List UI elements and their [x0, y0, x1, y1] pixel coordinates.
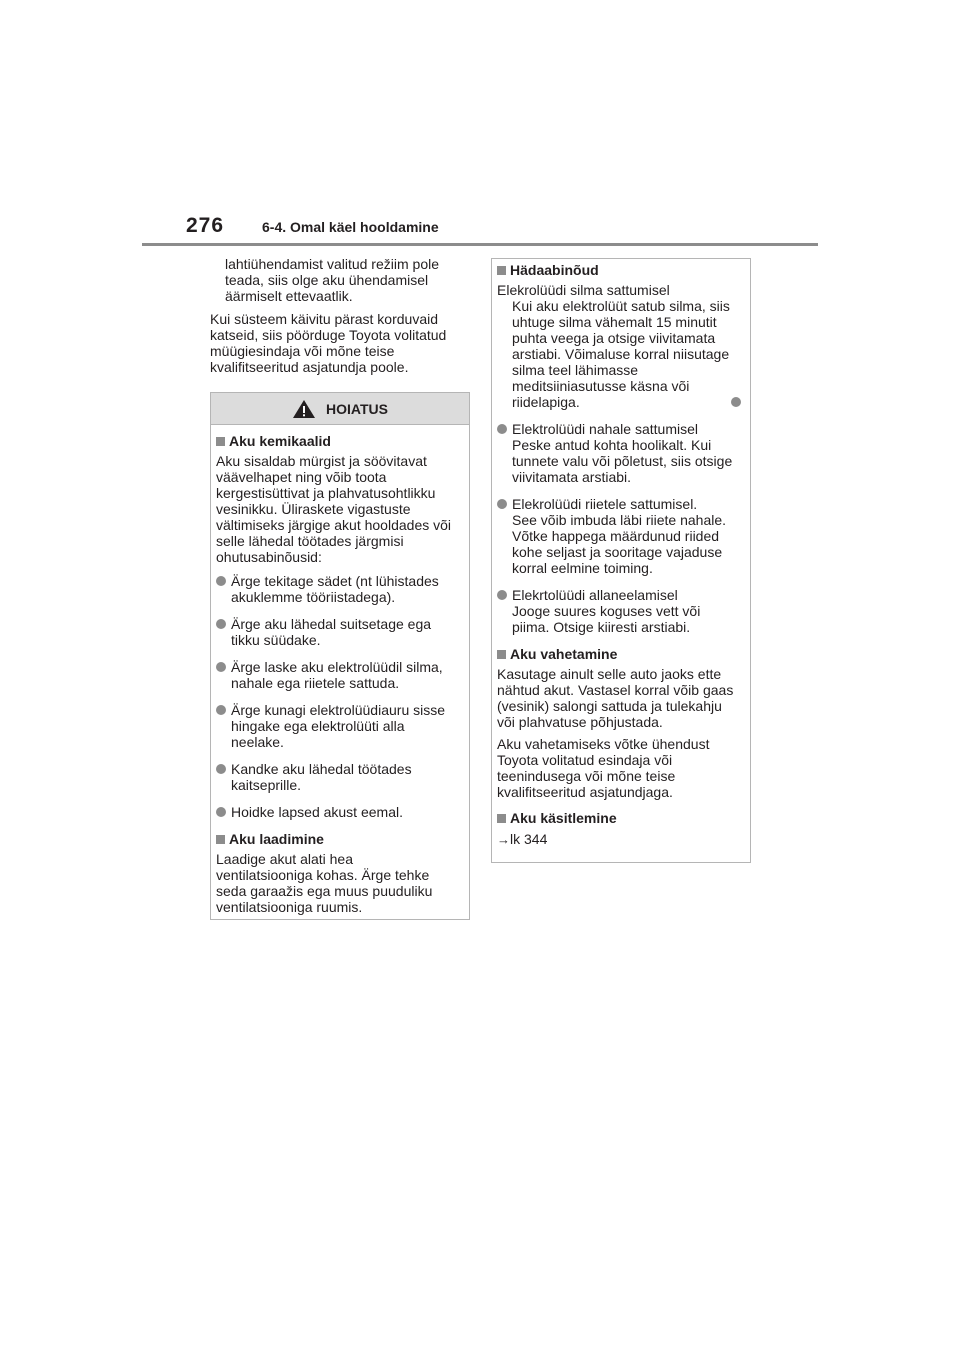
text-line: (vesinik) salongi sattuda ja tulekahju: [497, 698, 722, 714]
bullet-dot-icon: [216, 705, 226, 715]
text-line: Toyota volitatud esindaja või: [497, 752, 673, 768]
warning-title: HOIATUS: [326, 400, 388, 417]
replacement-heading: [497, 646, 745, 662]
text-line: neelake.: [231, 734, 284, 750]
page-number: 276: [186, 214, 225, 237]
text-line: arstiabi. Võimaluse korral niisutage: [512, 346, 730, 362]
bullet-dot-icon: [497, 424, 507, 434]
intro-line: Kui süsteem käivitu pärast korduvaid: [210, 311, 438, 327]
bullet-dot-icon: [216, 807, 226, 817]
text-line: See võib imbuda läbi riiete nahale.: [512, 512, 727, 528]
text-line: Ärge laske aku elektrolüüdil silma,: [231, 659, 443, 675]
text-line: Aku sisaldab mürgist ja söövitavat: [216, 453, 427, 469]
left-intro: [210, 256, 472, 375]
bullet-dot-icon: [216, 662, 226, 672]
intro-indent-line: äärmiselt ettevaatlik.: [225, 288, 353, 304]
emergency-body: [492, 259, 750, 848]
chemicals-text: [216, 453, 464, 565]
text-line: riidelapiga.: [512, 394, 580, 410]
text-line: Kui aku elektrolüüt satub silma, siis: [512, 298, 730, 314]
charging-heading-text: Aku laadimine: [229, 831, 324, 847]
text-line: silma teel lähimasse: [512, 362, 639, 378]
square-bullet-icon: [497, 266, 506, 275]
bullet-dot-icon: [216, 764, 226, 774]
eyes-section: [497, 282, 745, 410]
list-item: [216, 616, 464, 648]
text-line: vältimiseks järgige akut hooldades või: [216, 517, 452, 533]
text-line: selle lähedal töötades järgmisi: [216, 533, 404, 549]
text-line: viivitamata arstiabi.: [512, 469, 632, 485]
text-line: Elektrolüüdi nahale sattumisel: [512, 421, 698, 437]
intro-paragraph: [210, 311, 472, 375]
page-reference-link[interactable]: lk 344: [510, 831, 548, 847]
text-line: Elekrolüüdi riietele sattumisel.: [512, 496, 698, 512]
text-line: puhta veega ja otsige viivitamata: [512, 330, 716, 346]
list-item: [497, 496, 745, 576]
list-item: [497, 587, 745, 635]
intro-line: katseid, siis pöörduge Toyota volitatud: [210, 327, 447, 343]
intro-line: müügiesindaja või mõne teise: [210, 343, 395, 359]
emergency-heading-text: Hädaabinõud: [510, 262, 599, 278]
square-bullet-icon: [497, 650, 506, 659]
text-line: teenindusega või mõne teise: [497, 768, 676, 784]
list-item: [216, 702, 464, 750]
text-line: Kasutage ainult selle auto jaoks ette: [497, 666, 722, 682]
list-item: [216, 659, 464, 691]
list-item: [497, 421, 745, 485]
handling-reference[interactable]: [497, 831, 745, 848]
intro-indent-line: lahtiühendamist valitud režiim pole: [225, 256, 439, 272]
list-item: [216, 761, 464, 793]
text-line: kaitseprille.: [231, 777, 302, 793]
square-bullet-icon: [497, 814, 506, 823]
list-item: [216, 573, 464, 605]
text-line: väävelhapet ning võib toota: [216, 469, 387, 485]
header-rule: [142, 243, 818, 246]
text-line: vesinikku. Üliraskete vigastuste: [216, 501, 411, 517]
text-line: ohutusabinõusid:: [216, 549, 322, 565]
replacement-text-1: [497, 666, 745, 730]
text-line: ventilatsiooniga ruumis.: [216, 899, 363, 915]
chemicals-heading: [216, 433, 464, 449]
bullet-dot-icon: [216, 619, 226, 629]
arrow-right-icon: →: [497, 832, 510, 847]
text-line: Laadige akut alati hea: [216, 851, 353, 867]
list-item: [216, 804, 464, 820]
text-line: Peske antud kohta hoolikalt. Kui: [512, 437, 712, 453]
eyes-title: Elekrolüüdi silma sattumisel: [497, 282, 670, 298]
text-line: tunnete valu või põletust, siis otsige: [512, 453, 733, 469]
text-line: kohe seljast ja sooritage vajaduse: [512, 544, 723, 560]
text-line: Ärge aku lähedal suitsetage ega: [231, 616, 432, 632]
text-line: nähtud akut. Vastasel korral võib gaas: [497, 682, 734, 698]
emergency-heading: [497, 262, 745, 278]
text-line: nahale ega riietele sattuda.: [231, 675, 400, 691]
bullet-dot-icon: [731, 397, 741, 407]
text-line: ventilatsiooniga kohas. Ärge tehke: [216, 867, 430, 883]
warning-header: [211, 393, 469, 425]
text-line: Kandke aku lähedal töötades: [231, 761, 412, 777]
warning-box: [210, 392, 470, 920]
square-bullet-icon: [216, 437, 225, 446]
charging-heading: [216, 831, 464, 847]
square-bullet-icon: [216, 835, 225, 844]
warning-body: [211, 425, 469, 915]
intro-indent-line: teada, siis olge aku ühendamisel: [225, 272, 429, 288]
bullet-dot-icon: [497, 590, 507, 600]
text-line: Elekrtolüüdi allaneelamisel: [512, 587, 678, 603]
text-line: Aku vahetamiseks võtke ühendust: [497, 736, 710, 752]
warning-triangle-icon: [292, 399, 316, 419]
text-line: tikku süüdake.: [231, 632, 321, 648]
intro-line: kvalifitseeritud asjatundja poole.: [210, 359, 409, 375]
replacement-text-2: [497, 736, 745, 800]
handling-heading-text: Aku käsitlemine: [510, 810, 617, 826]
text-line: uhtuge silma vähemalt 15 minutit: [512, 314, 717, 330]
text-line: kergestisüttivat ja plahvatusohtlikku: [216, 485, 436, 501]
text-line: korral eelmine toiming.: [512, 560, 653, 576]
text-line: akuklemme tööriistadega).: [231, 589, 396, 605]
emergency-box: [491, 258, 751, 863]
text-line: Jooge suures koguses vett või: [512, 603, 701, 619]
text-line: Võtke happega määrdunud riided: [512, 528, 720, 544]
text-line: Hoidke lapsed akust eemal.: [231, 804, 403, 820]
text-line: või plahvatuse põhjustada.: [497, 714, 663, 730]
text-line: seda garaažis ega muus puuduliku: [216, 883, 433, 899]
text-line: piima. Otsige kiiresti arstiabi.: [512, 619, 691, 635]
text-line: Ärge kunagi elektrolüüdiauru sisse: [231, 702, 446, 718]
bullet-dot-icon: [497, 499, 507, 509]
text-line: meditsiiniasutusse käsna või: [512, 378, 690, 394]
charging-text: [216, 851, 464, 915]
text-line: kvalifitseeritud asjatundjaga.: [497, 784, 673, 800]
bullet-dot-icon: [216, 576, 226, 586]
handling-heading: [497, 810, 745, 826]
text-line: hingake ega elektrolüüti alla: [231, 718, 405, 734]
chemicals-heading-text: Aku kemikaalid: [229, 433, 331, 449]
text-line: Ärge tekitage sädet (nt lühistades: [231, 573, 439, 589]
section-title: 6-4. Omal käel hooldamine: [262, 219, 439, 235]
replacement-heading-text: Aku vahetamine: [510, 646, 618, 662]
